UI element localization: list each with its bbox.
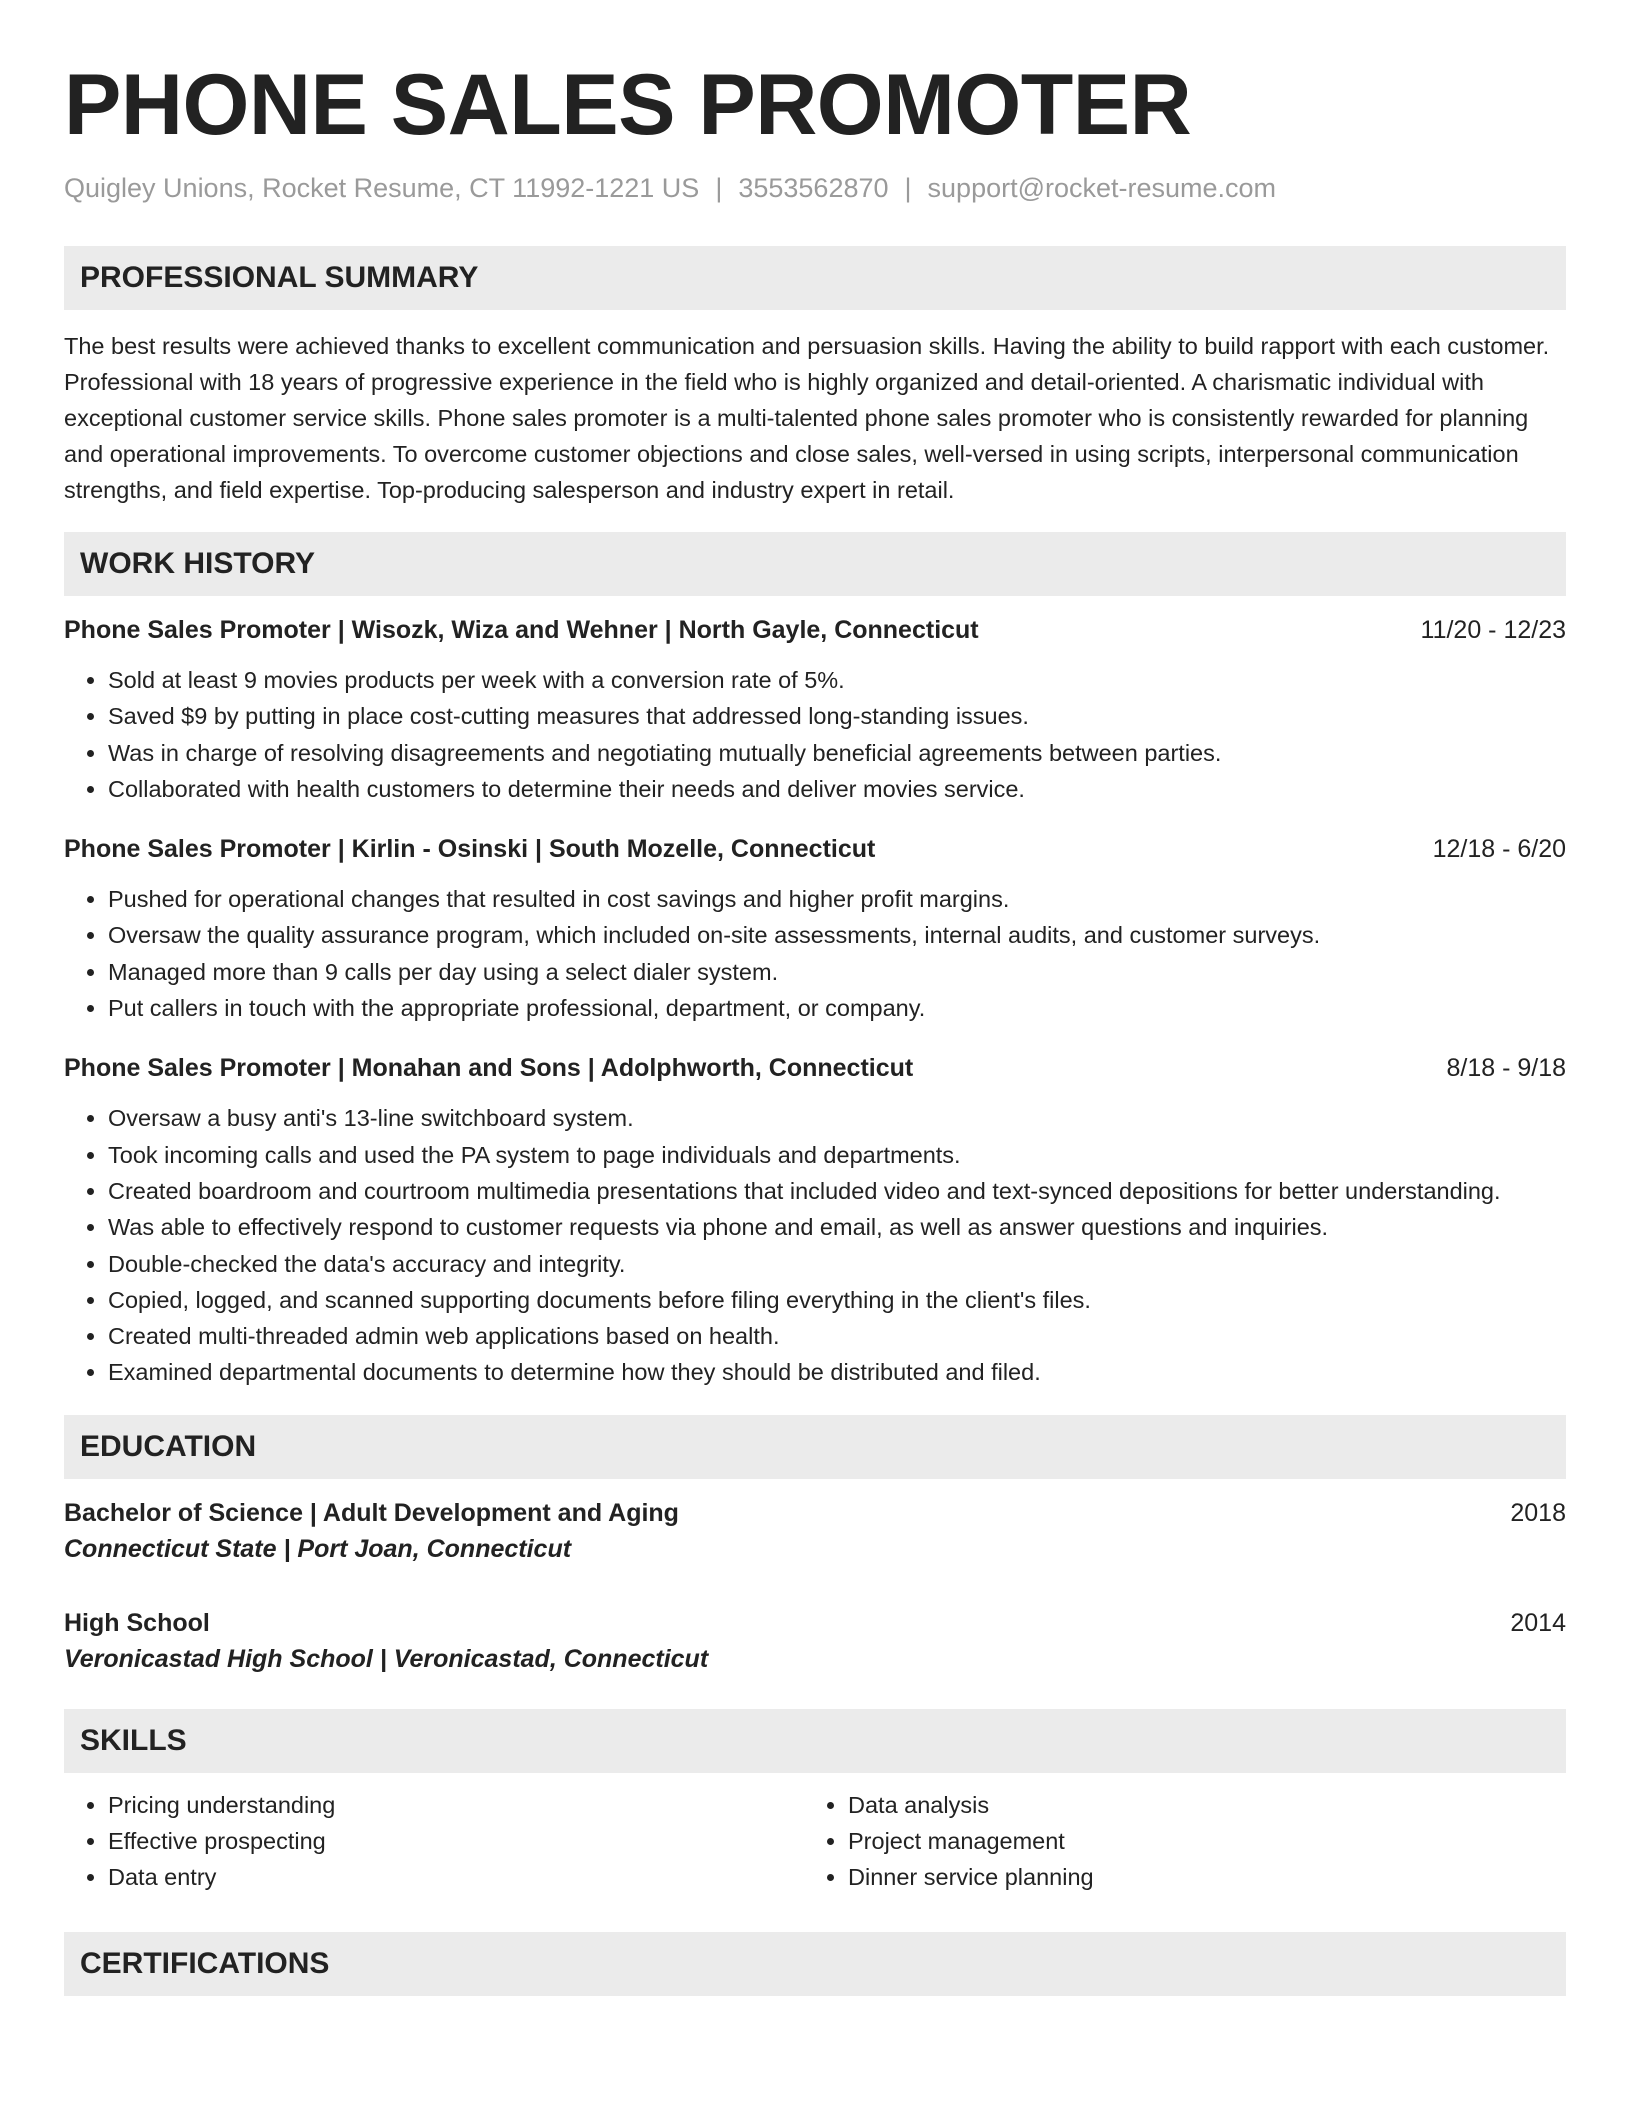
- skills-column-left: [64, 1787, 804, 1896]
- job-entry: [64, 1050, 1566, 1390]
- skills-list: [64, 1787, 1566, 1896]
- job-entry: [64, 831, 1566, 1026]
- job-bullet: • Created boardroom and courtroom multimedia presentations that included video and text-synced depositions for better understanding.: [108, 1173, 1566, 1209]
- certifications-section-title: CERTIFICATIONS: [80, 1946, 330, 1980]
- work-section-header: [64, 532, 1566, 596]
- job-title: Phone Sales Promoter | Wisozk, Wiza and Wehner | North Gayle, Connecticut: [64, 616, 979, 644]
- skill-item: • Data entry: [108, 1859, 804, 1895]
- skill-item: • Project management: [848, 1823, 1544, 1859]
- job-bullet: • Double-checked the data's accuracy and integrity.: [108, 1246, 1566, 1282]
- job-title: Phone Sales Promoter | Monahan and Sons | Adolphworth, Connecticut: [64, 1054, 914, 1083]
- job-bullet: • Managed more than 9 calls per day using a select dialer system.: [108, 954, 1566, 990]
- summary-section-title: PROFESSIONAL SUMMARY: [80, 261, 479, 294]
- education-school: Veronicastad High School | Veronicastad, Connecticut: [64, 1644, 709, 1673]
- job-bullet: • Created multi-threaded admin web applications based on health.: [108, 1318, 1566, 1354]
- job-entry: [64, 612, 1566, 807]
- education-section-header: [64, 1415, 1566, 1479]
- education-entry: [64, 1605, 1566, 1677]
- resume-page: [64, 50, 1566, 1996]
- job-bullet: • Sold at least 9 movies products per week with a conversion rate of 5%.: [108, 662, 1566, 698]
- job-bullet: • Was able to effectively respond to customer requests via phone and email, as well as answer questions and inquiries.: [108, 1209, 1566, 1245]
- skill-item: • Data analysis: [848, 1787, 1544, 1823]
- contact-separator: |: [904, 173, 912, 203]
- job-dates: 8/18 - 9/18: [1446, 1054, 1566, 1083]
- job-dates: 11/20 - 12/23: [1420, 616, 1566, 644]
- job-bullet: • Took incoming calls and used the PA system to page individuals and departments.: [108, 1137, 1566, 1173]
- job-bullet: • Pushed for operational changes that resulted in cost savings and higher profit margins.: [108, 881, 1566, 917]
- job-bullet: • Collaborated with health customers to determine their needs and deliver movies service.: [108, 771, 1566, 807]
- contact-address: Quigley Unions, Rocket Resume, CT 11992-1221 US: [64, 173, 700, 203]
- skills-section-header: [64, 1709, 1566, 1773]
- summary-section-header: [64, 246, 1566, 310]
- job-dates: 12/18 - 6/20: [1432, 835, 1566, 864]
- skill-item: • Effective prospecting: [108, 1823, 804, 1859]
- job-bullets: [64, 662, 1566, 807]
- education-degree: Bachelor of Science | Adult Development and Aging: [64, 1498, 679, 1527]
- contact-phone: 3553562870: [738, 173, 889, 203]
- summary-text: The best results were achieved thanks to excellent communication and persuasion skills. Having the ability to build rapport with each customer. Professional with 18 years of progressive experience in the field who is highly organized and detail-oriented. A charismatic individual with exceptional customer service skills. Phone sales promoter is a multi-talented phone sales promoter who is consistently rewarded for planning and operational improvements. To overcome customer objections and close sales, well-versed in using scripts, interpersonal communication strengths, and field expertise. Top-producing salesperson and industry expert in retail.: [64, 333, 1550, 503]
- certifications-section-header: [64, 1932, 1566, 1996]
- job-bullets: [64, 1100, 1566, 1390]
- education-year: 2014: [1510, 1608, 1566, 1637]
- candidate-name: PHONE SALES PROMOTER: [64, 57, 1192, 153]
- job-bullet: • Examined departmental documents to determine how they should be distributed and filed.: [108, 1354, 1566, 1390]
- contact-email: support@rocket-resume.com: [927, 173, 1277, 203]
- job-bullet: • Was in charge of resolving disagreements and negotiating mutually beneficial agreements between parties.: [108, 735, 1566, 771]
- education-school: Connecticut State | Port Joan, Connecticut: [64, 1534, 572, 1563]
- skills-column-right: [804, 1787, 1544, 1896]
- job-bullets: [64, 881, 1566, 1026]
- education-entry: [64, 1495, 1566, 1567]
- job-bullet: • Put callers in touch with the appropriate professional, department, or company.: [108, 990, 1566, 1026]
- job-title: Phone Sales Promoter | Kirlin - Osinski | South Mozelle, Connecticut: [64, 835, 876, 864]
- job-bullet: • Saved $9 by putting in place cost-cutting measures that addressed long-standing issues.: [108, 698, 1566, 734]
- job-bullet: • Oversaw the quality assurance program, which included on-site assessments, internal audits, and customer surveys.: [108, 917, 1566, 953]
- skills-section-title: SKILLS: [80, 1723, 187, 1757]
- education-year: 2018: [1510, 1498, 1566, 1527]
- job-bullet: • Oversaw a busy anti's 13-line switchboard system.: [108, 1100, 1566, 1136]
- work-section-title: WORK HISTORY: [80, 547, 316, 580]
- contact-separator: |: [715, 173, 723, 203]
- job-bullet: • Copied, logged, and scanned supporting documents before filing everything in the client's files.: [108, 1282, 1566, 1318]
- education-degree: High School: [64, 1608, 210, 1637]
- contact-line: [64, 170, 1566, 206]
- skill-item: • Dinner service planning: [848, 1859, 1544, 1895]
- education-section-title: EDUCATION: [80, 1429, 257, 1463]
- skill-item: • Pricing understanding: [108, 1787, 804, 1823]
